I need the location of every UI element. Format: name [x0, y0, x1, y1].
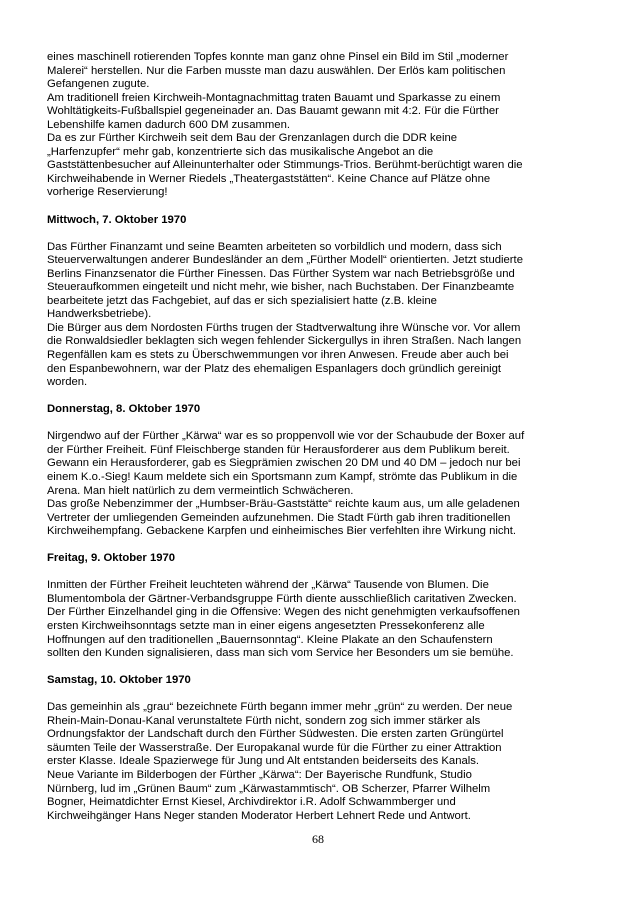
text-line: Inmitten der Fürther Freiheit leuchteten während der „Kärwa“ Tausende von Blumen. Die [47, 579, 489, 592]
text-line: Steueraufkommen eingeteilt und nicht mehr, wie bisher, nach Buchstaben. Der Finanzbeamte [47, 281, 515, 294]
text-line: Rhein-Main-Donau-Kanal verunstaltete Fürth nicht, sondern zog sich immer stärker als [47, 714, 481, 727]
text-line: Lebenshilfe kamen dadurch 600 DM zusammen. [47, 118, 291, 131]
text-line: Arena. Man hielt natürlich zu dem vermeintlich Schwächeren. [47, 484, 354, 497]
text-line: Da es zur Fürther Kirchweih seit dem Bau der Grenzanlagen durch die DDR keine [47, 132, 458, 145]
text-line: Berlins Finanzsenator die Fürther Finessen. Das Fürther System war nach Betriebsgröße und [47, 267, 515, 280]
text-line: worden. [47, 376, 88, 389]
text-line: einem K.o.-Sieg! Kaum meldete sich ein Sportsmann zum Kampf, strömte das Publikum in die [47, 470, 518, 483]
paragraph [47, 132, 607, 200]
paragraph [47, 430, 607, 498]
text-line: den Espanbewohnern, war der Platz des ehemaligen Espanlagers doch gründlich gereinigt [47, 362, 502, 375]
document-page [47, 51, 607, 823]
text-line: eines maschinell rotierenden Topfes konnte man ganz ohne Pinsel ein Bild im Stil „moderner [47, 51, 509, 63]
text-line: Ordnungsfaktor der Landschaft durch den Fürther Südwesten. Die ersten zarten Grüngürtel [47, 728, 504, 741]
text-line: Steuerverwaltungen anderer Bundesländer an dem „Fürther Modell“ orientierten. Jetzt studierte [47, 254, 523, 267]
text-line: Gefangenen zugute. [47, 78, 150, 91]
section-heading-thursday: Donnerstag, 8. Oktober 1970 [47, 403, 201, 416]
page-number: 68 [312, 832, 324, 846]
text-line: ersten Kirchweihsonntags setzte man in einer eigens angesetzten Pressekonferenz alle [47, 619, 485, 632]
text-line: Hoffnungen auf den traditionellen „Bauernsonntag“. Kleine Plakate an den Schaufenstern [47, 633, 493, 646]
text-line: „Harfenzupfer“ mehr gab, konzentrierte sich das musikalische Angebot an die [47, 145, 434, 158]
paragraph [47, 92, 607, 133]
text-line: Nirgendwo auf der Fürther „Kärwa“ war es so proppenvoll wie vor der Schaubude der Boxer auf [47, 430, 525, 443]
text-line: sollten den Kunden signalisieren, dass man sich vom Service her Besonders um sie bemühe. [47, 647, 514, 660]
text-line: Vertreter der umliegenden Gemeinden aufzunehmen. Die Stadt Fürth gab ihren traditionellen [47, 511, 511, 524]
text-line: Das Fürther Finanzamt und seine Beamten arbeiteten so vorbildlich und modern, dass sich [47, 240, 502, 253]
text-line: vorherige Reservierung! [47, 186, 168, 199]
text-line: erster Klasse. Ideale Spazierwege für Jung und Alt entstanden beiderseits des Kanals. [47, 755, 480, 768]
paragraph [47, 51, 607, 92]
text-line: Wohltätigkeits-Fußballspiel gegeneinader an. Das Bauamt gewann mit 4:2. Für die Fürther [47, 105, 499, 118]
text-line: Bogner, Heimatdichter Ernst Kiesel, Archivdirektor i.R. Adolf Schwammberger und [47, 796, 456, 809]
text-line: Die Bürger aus dem Nordosten Fürths trugen der Stadtverwaltung ihre Wünsche vor. Vor allem [47, 321, 521, 334]
text-line: bearbeitete jetzt das Fachgebiet, auf das er sich spezialisiert hatte (z.B. kleine [47, 294, 437, 307]
section-heading-wednesday: Mittwoch, 7. Oktober 1970 [47, 213, 187, 226]
text-line: der Fürther Freiheit. Fünf Fleischberge standen für Herausforderer aus dem Publikum bereit. [47, 443, 510, 456]
section-heading-saturday: Samstag, 10. Oktober 1970 [47, 674, 191, 687]
text-line: säumten Teile der Wasserstraße. Der Europakanal wurde für die Fürther zu einer Attraktion [47, 741, 502, 754]
text-line: Gaststättenbesucher auf Alleinunterhalter oder Stimmungs-Trios. Berühmt-berüchtigt waren die [47, 159, 523, 172]
text-line: Handwerksbetriebe). [47, 308, 152, 321]
paragraph [47, 769, 607, 823]
text-line: Nürnberg, lud im „Grünen Baum“ zum „Kärwastammtisch“. OB Scherzer, Pfarrer Wilhelm [47, 782, 491, 795]
text-line: Malerei“ herstellen. Nur die Farben musste man dazu auswählen. Der Erlös kam politischen [47, 64, 506, 77]
text-line: Der Fürther Einzelhandel ging in die Offensive: Wegen des nicht genehmigten verkaufsoffenen [47, 606, 520, 619]
paragraph [47, 606, 607, 660]
paragraph [47, 498, 607, 539]
paragraph [47, 701, 607, 769]
text-line: Gewann ein Herausforderer, gab es Siegprämien zwischen 20 DM und 40 DM – jedoch nur bei [47, 457, 521, 470]
text-line: Kirchweihempfang. Gebackene Karpfen und einheimisches Bier verfehlten ihre Wirkung nicht. [47, 525, 517, 538]
text-line: Das große Nebenzimmer der „Humbser-Bräu-Gaststätte“ reichte kaum aus, um alle geladenen [47, 498, 520, 511]
text-line: Kirchweihabende in Werner Riedels „Theatergaststätten“. Keine Chance auf Plätze ohne [47, 172, 491, 185]
paragraph [47, 579, 607, 606]
text-line: Am traditionell freien Kirchweih-Montagnachmittag traten Bauamt und Sparkasse zu einem [47, 91, 501, 104]
paragraph [47, 322, 607, 390]
text-line: Kirchweihgänger Hans Neger standen Moderator Herbert Lehnert Rede und Antwort. [47, 809, 471, 822]
text-line: Das gemeinhin als „grau“ bezeichnete Fürth begann immer mehr „grün“ zu werden. Der neue [47, 701, 513, 714]
section-heading-friday: Freitag, 9. Oktober 1970 [47, 552, 176, 565]
text-line: Regenfällen kam es stets zu Überschwemmungen vor ihren Anwesen. Freude aber auch bei [47, 349, 509, 362]
text-line: Neue Variante im Bilderbogen der Fürther „Kärwa“: Der Bayerische Rundfunk, Studio [47, 768, 472, 781]
text-line: die Ronwaldsiedler beklagten sich wegen fehlender Sickergullys in ihren Straßen. Nach langen [47, 335, 522, 348]
paragraph [47, 241, 607, 322]
text-line: Blumentombola der Gärtner-Verbandsgruppe Fürth diente ausschließlich caritativen Zwecken. [47, 592, 517, 605]
